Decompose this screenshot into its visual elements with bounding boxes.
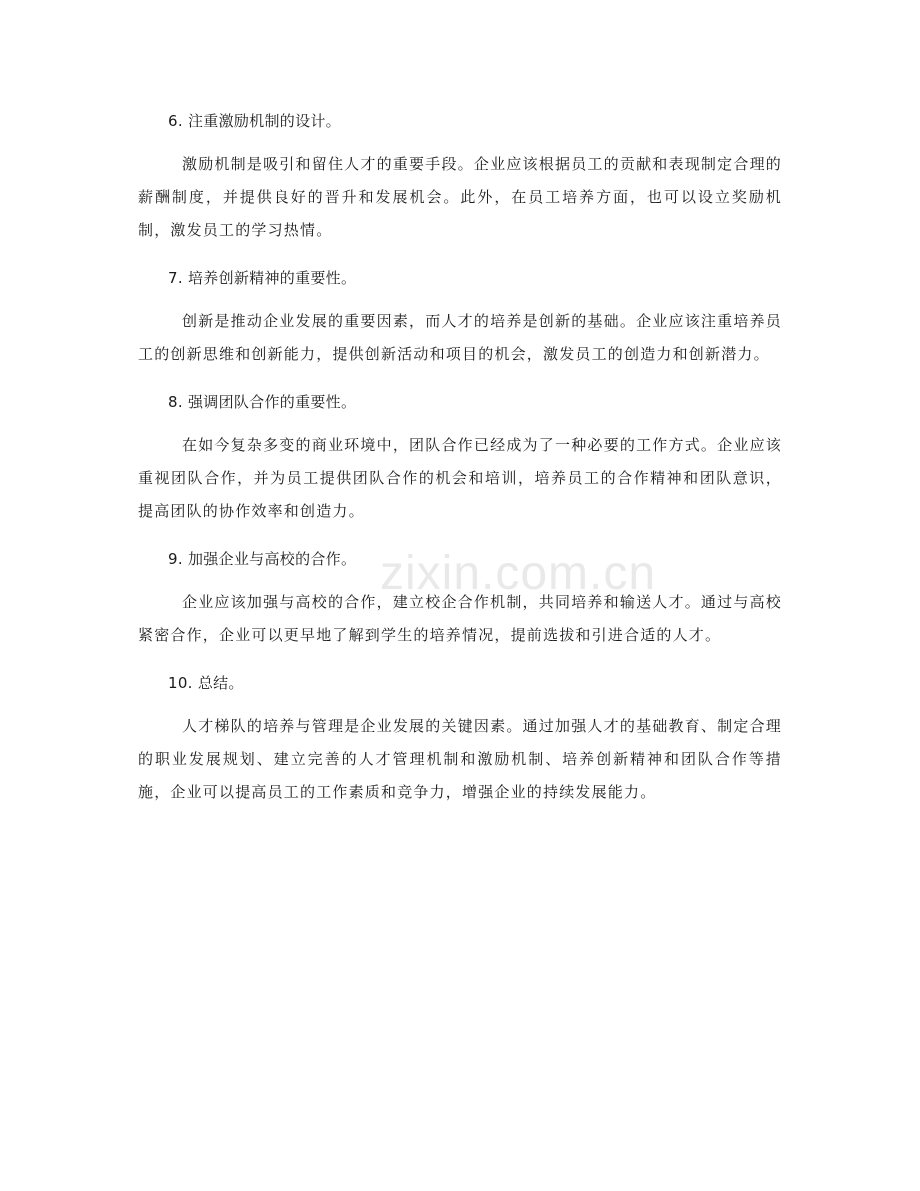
- section-paragraph-10: 人才梯队的培养与管理是企业发展的关键因素。通过加强人才的基础教育、制定合理的职业发展规划、建立完善的人才管理机制和激励机制、培养创新精神和团队合作等措施，企业可以提高员工的工作素质和竞争力，增强企业的持续发展能力。: [138, 717, 782, 801]
- document-body: [138, 104, 782, 823]
- section-heading-6: 6. 注重激励机制的设计。: [168, 112, 341, 130]
- section-heading-10: 10. 总结。: [168, 674, 244, 692]
- section-heading-8: 8. 强调团队合作的重要性。: [168, 393, 357, 411]
- section-paragraph-9: 企业应该加强与高校的合作，建立校企合作机制，共同培养和输送人才。通过与高校紧密合作，企业可以更早地了解到学生的培养情况，提前选拔和引进合适的人才。: [138, 593, 782, 644]
- section-paragraph-6: 激励机制是吸引和留住人才的重要手段。企业应该根据员工的贡献和表现制定合理的薪酬制度，并提供良好的晋升和发展机会。此外，在员工培养方面，也可以设立奖励机制，激发员工的学习热情。: [138, 155, 782, 239]
- section-paragraph-7: 创新是推动企业发展的重要因素，而人才的培养是创新的基础。企业应该注重培养员工的创新思维和创新能力，提供创新活动和项目的机会，激发员工的创造力和创新潜力。: [138, 312, 782, 363]
- section-paragraph-8: 在如今复杂多变的商业环境中，团队合作已经成为了一种必要的工作方式。企业应该重视团队合作，并为员工提供团队合作的机会和培训，培养员工的合作精神和团队意识，提高团队的协作效率和创造力。: [138, 436, 782, 520]
- section-heading-9: 9. 加强企业与高校的合作。: [168, 550, 357, 568]
- section-heading-7: 7. 培养创新精神的重要性。: [168, 269, 357, 287]
- watermark: zixin.com.cn: [380, 547, 657, 600]
